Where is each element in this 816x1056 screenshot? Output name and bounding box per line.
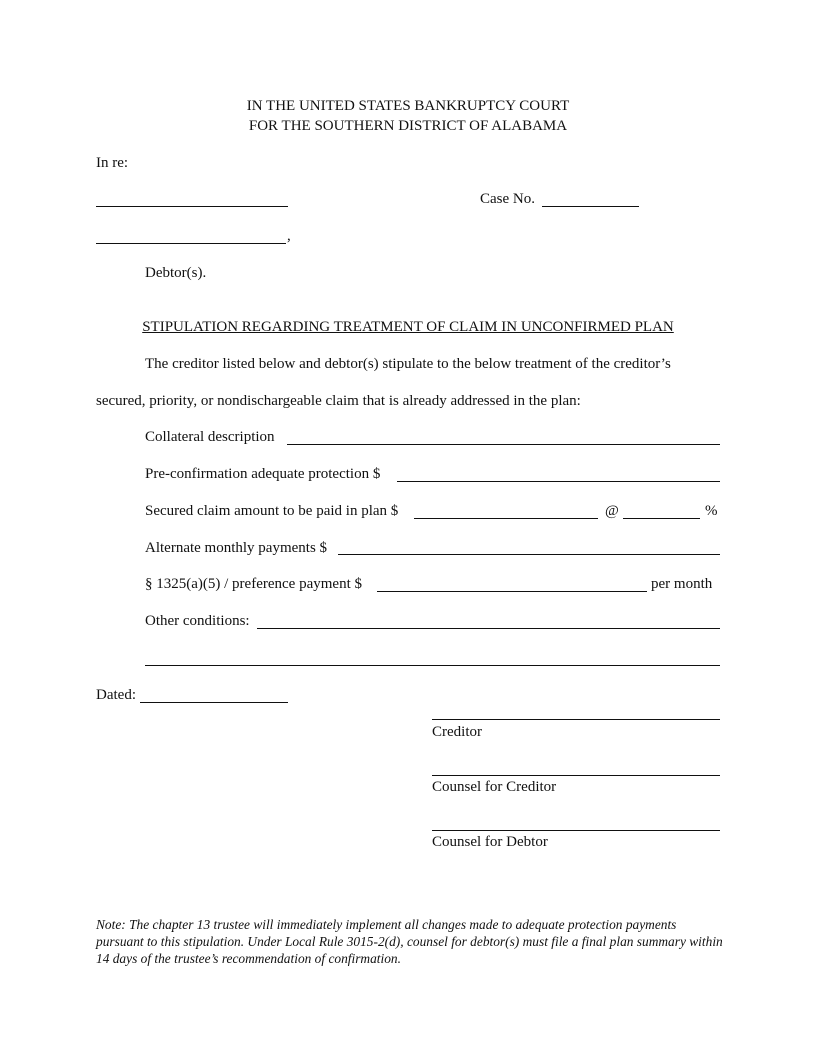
secured-claim-label: Secured claim amount to be paid in plan $ xyxy=(145,503,399,519)
creditor-signature-label: Creditor xyxy=(432,724,482,740)
preference-payment-line[interactable] xyxy=(377,591,647,592)
debtor-name-line-1[interactable] xyxy=(96,206,288,207)
debtor-name-comma: , xyxy=(287,228,291,244)
at-sign: @ xyxy=(605,503,619,519)
preference-payment-label: § 1325(a)(5) / preference payment $ xyxy=(145,576,362,592)
court-heading-line2: FOR THE SOUTHERN DISTRICT OF ALABAMA xyxy=(248,118,568,134)
case-number-label: Case No. xyxy=(480,191,535,207)
body-paragraph-line1: The creditor listed below and debtor(s) stipulate to the below treatment of the creditor’s xyxy=(145,356,671,372)
counsel-creditor-signature-line[interactable] xyxy=(432,775,720,776)
counsel-debtor-signature-line[interactable] xyxy=(432,830,720,831)
dated-line[interactable] xyxy=(140,702,288,703)
other-conditions-line-1[interactable] xyxy=(257,628,720,629)
per-month-label: per month xyxy=(651,576,713,592)
debtor-name-line-2[interactable] xyxy=(96,243,286,244)
document-title: STIPULATION REGARDING TREATMENT OF CLAIM IN UNCONFIRMED PLAN xyxy=(142,319,674,335)
counsel-creditor-signature-label: Counsel for Creditor xyxy=(432,779,557,795)
percent-sign: % xyxy=(705,503,718,519)
adequate-protection-label: Pre-confirmation adequate protection $ xyxy=(145,466,381,482)
case-number-line[interactable] xyxy=(542,206,639,207)
other-conditions-label: Other conditions: xyxy=(145,613,250,629)
collateral-description-label: Collateral description xyxy=(145,429,275,445)
collateral-description-line[interactable] xyxy=(287,444,720,445)
body-paragraph-line2: secured, priority, or nondischargeable claim that is already addressed in the plan: xyxy=(96,393,581,409)
dated-label: Dated: xyxy=(96,687,136,703)
adequate-protection-line[interactable] xyxy=(397,481,720,482)
trustee-note: Note: The chapter 13 trustee will immediately implement all changes made to adequate protection payments pursuant to this stipulation. Under Local Rule 3015-2(d), counsel for debtor(s) must file a final plan summary within 14 days of the trustee’s recommendation of confirmation. xyxy=(96,917,723,966)
alternate-payments-label: Alternate monthly payments $ xyxy=(145,540,328,556)
interest-rate-line[interactable] xyxy=(623,518,700,519)
counsel-debtor-signature-label: Counsel for Debtor xyxy=(432,834,548,850)
in-re-label: In re: xyxy=(96,155,129,171)
alternate-payments-line[interactable] xyxy=(338,554,720,555)
creditor-signature-line[interactable] xyxy=(432,719,720,720)
debtors-label: Debtor(s). xyxy=(145,265,207,281)
secured-claim-amount-line[interactable] xyxy=(414,518,598,519)
other-conditions-line-2[interactable] xyxy=(145,665,720,666)
court-heading-line1: IN THE UNITED STATES BANKRUPTCY COURT xyxy=(246,98,570,114)
